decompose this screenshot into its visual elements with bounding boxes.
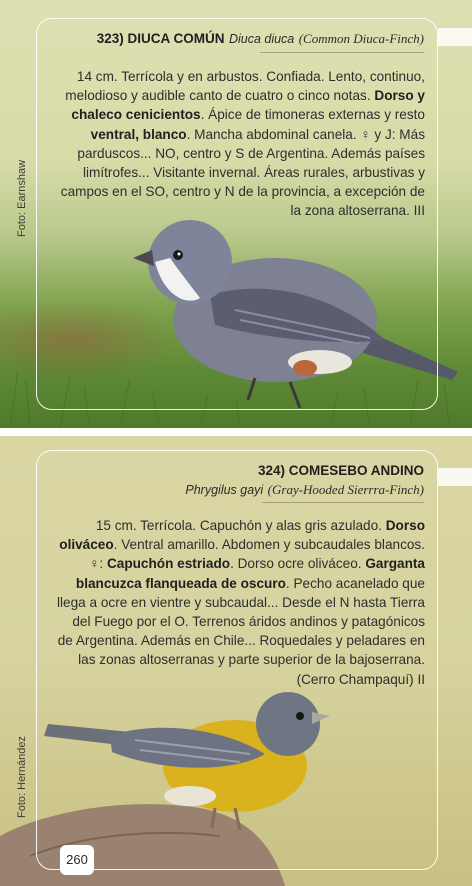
text-segment: . Ápice de timoneras externas y resto (200, 107, 425, 123)
page-tab (438, 468, 472, 486)
description-line (45, 105, 425, 124)
bold-text: Garganta (365, 556, 425, 572)
description-line (45, 554, 425, 573)
text-segment: melodioso y audible canto de cuatro o cinco notas. (65, 88, 375, 104)
scientific-name: Phrygilus gayi (185, 483, 264, 497)
scientific-name: Diuca diuca (228, 32, 295, 46)
text-segment: (Cerro Champaquí) II (296, 671, 425, 687)
page-number: 260 (60, 845, 94, 875)
description-line (45, 535, 425, 554)
description-line (45, 670, 425, 689)
english-name: (Gray-Hooded Sierrra-Finch) (267, 482, 424, 497)
bold-text: Dorso y (374, 88, 425, 104)
page-tab (438, 28, 472, 46)
text-segment: . Pecho acanelado que (285, 575, 425, 591)
species-panel-comesebo (0, 436, 472, 886)
species-title-line (258, 462, 424, 480)
species-description (45, 516, 425, 689)
text-segment: campos en el SO, centro y N de la provincia, a excepción de (60, 184, 425, 200)
description-line (45, 86, 425, 105)
description-line (45, 650, 425, 669)
species-subtitle-line (185, 481, 424, 499)
description-line (45, 163, 425, 182)
text-segment: . Dorso ocre oliváceo. (230, 556, 366, 572)
text-segment: 15 cm. Terrícola. Capuchón y alas gris azulado. (95, 518, 386, 533)
text-segment: . Ventral amarillo. Abdomen y subcaudales blancos. (113, 537, 425, 553)
english-name: (Common Diuca-Finch) (298, 31, 424, 46)
description-line (45, 516, 425, 535)
text-segment: ♀: (89, 556, 107, 572)
bold-text: oliváceo (59, 537, 114, 553)
bold-text: Capuchón estriado (106, 556, 231, 572)
species-number-name: 323) DIUCA COMÚN (96, 31, 225, 46)
species-description (45, 67, 425, 221)
description-line (45, 631, 425, 650)
description-line (45, 144, 425, 163)
description-line (45, 125, 425, 144)
bold-text: ventral, blanco (90, 126, 187, 142)
description-line (45, 612, 425, 631)
text-segment: . Mancha abdominal canela. ♀ y J: Más (186, 126, 425, 142)
bold-text: chaleco cenicientos (71, 107, 201, 123)
description-line (45, 593, 425, 612)
species-panel-diuca (0, 0, 472, 428)
text-segment: del Fuego por el O. Terrenos áridos andinos y patagónicos (72, 614, 425, 630)
text-segment: llega a ocre en vientre y subcaudal... Desde el N hasta Tierra (57, 594, 425, 610)
text-segment: las zonas altoserranas y parte superior de la bajoserrana. (78, 652, 425, 668)
title-rule (260, 52, 424, 53)
text-segment: 14 cm. Terrícola y en arbustos. Confiada. Lento, continuo, (76, 69, 425, 84)
species-title-line (97, 30, 424, 48)
description-line (45, 67, 425, 86)
photo-credit: Foto: Earnshaw (16, 159, 28, 237)
description-line (45, 574, 425, 593)
description-line (45, 182, 425, 201)
text-segment: de Argentina. Además en Chile... Roquedales y peladares en (57, 633, 425, 649)
text-segment: limítrofes... Visitante invernal. Áreas rurales, arbustivas y (83, 165, 425, 181)
description-line (45, 201, 425, 220)
text-segment: la zona altoserrana. III (290, 203, 425, 219)
bold-text: blancuzca flanqueada de oscuro (75, 575, 286, 591)
title-rule (262, 502, 424, 503)
bold-text: Dorso (385, 518, 425, 533)
text-segment: parduscos... NO, centro y S de Argentina. Además países (77, 145, 425, 161)
photo-credit: Foto: Hernández (16, 736, 28, 818)
species-number-name: 324) COMESEBO ANDINO (257, 463, 424, 478)
